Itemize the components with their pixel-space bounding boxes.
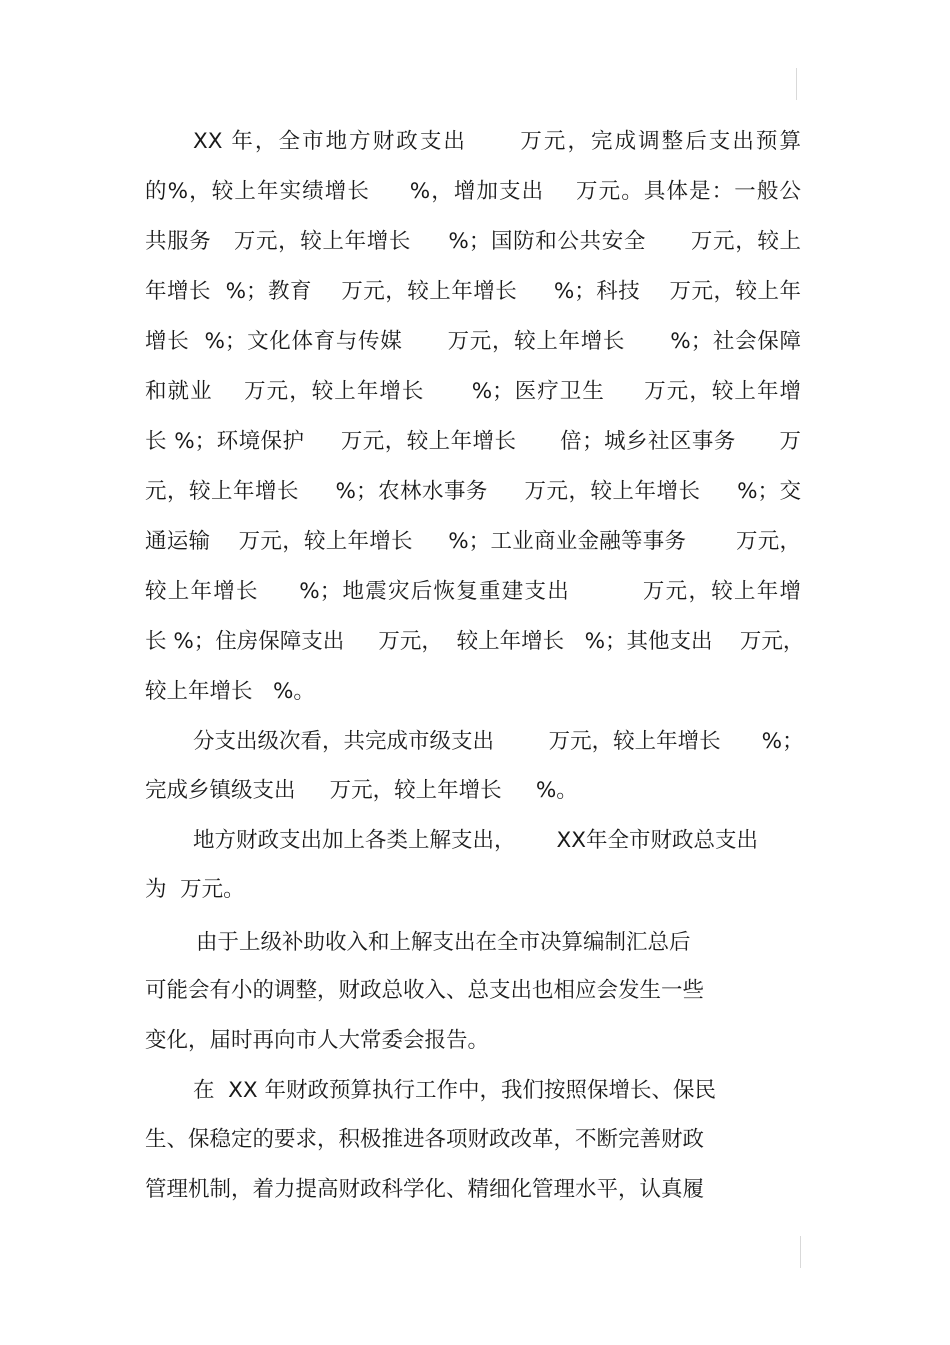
paragraph-1-line-3: 共服务 万元，较上年增长 %；国防和公共安全 万元，较上 [145,229,801,254]
paragraph-4-line-2: 可能会有小的调整，财政总收入、总支出也相应会发生一些 [145,978,705,1003]
paragraph-2-line-2: 完成乡镇级支出 万元，较上年增长 %。 [145,778,578,803]
paragraph-1-line-12: 较上年增长 %。 [145,679,315,704]
page-corner-mark-bottom [800,1236,801,1268]
paragraph-1-line-1: XX 年，全市地方财政支出 万元，完成调整后支出预算 [193,129,801,154]
paragraph-1-line-4: 年增长 %；教育 万元，较上年增长 %；科技 万元，较上年 [145,279,801,304]
paragraph-2-line-1: 分支出级次看，共完成市级支出 万元，较上年增长 %； [193,729,804,754]
paragraph-4-line-1: 由于上级补助收入和上解支出在全市决算编制汇总后 [196,930,691,955]
paragraph-1-line-2: 的%，较上年实绩增长 %，增加支出 万元。具体是：一般公 [145,179,801,204]
paragraph-5-line-1: 在 XX 年财政预算执行工作中，我们按照保增长、保民 [193,1078,716,1103]
paragraph-1-line-5: 增长 %；文化体育与传媒 万元，较上年增长 %；社会保障 [145,329,801,354]
paragraph-1-line-11: 长 %；住房保障支出 万元， 较上年增长 %；其他支出 万元， [145,629,805,654]
paragraph-1-line-8: 元，较上年增长 %；农林水事务 万元，较上年增长 %；交 [145,479,801,504]
paragraph-1-line-6: 和就业 万元，较上年增长 %；医疗卫生 万元，较上年增 [145,379,801,404]
page-corner-mark-top [796,68,797,100]
paragraph-3-line-1: 地方财政支出加上各类上解支出， XX年全市财政总支出 [193,828,758,853]
paragraph-5-line-3: 管理机制，着力提高财政科学化、精细化管理水平，认真履 [145,1177,705,1202]
paragraph-1-line-7: 长 %；环境保护 万元，较上年增长 倍；城乡社区事务 万 [145,429,801,454]
paragraph-5-line-2: 生、保稳定的要求，积极推进各项财政改革，不断完善财政 [145,1127,705,1152]
paragraph-3-line-2: 为 万元。 [145,877,245,902]
paragraph-4-line-3: 变化，届时再向市人大常委会报告。 [145,1028,490,1053]
paragraph-1-line-9: 通运输 万元，较上年增长 %；工业商业金融等事务 万元， [145,529,801,554]
paragraph-1-line-10: 较上年增长 %；地震灾后恢复重建支出 万元，较上年增 [145,579,801,604]
